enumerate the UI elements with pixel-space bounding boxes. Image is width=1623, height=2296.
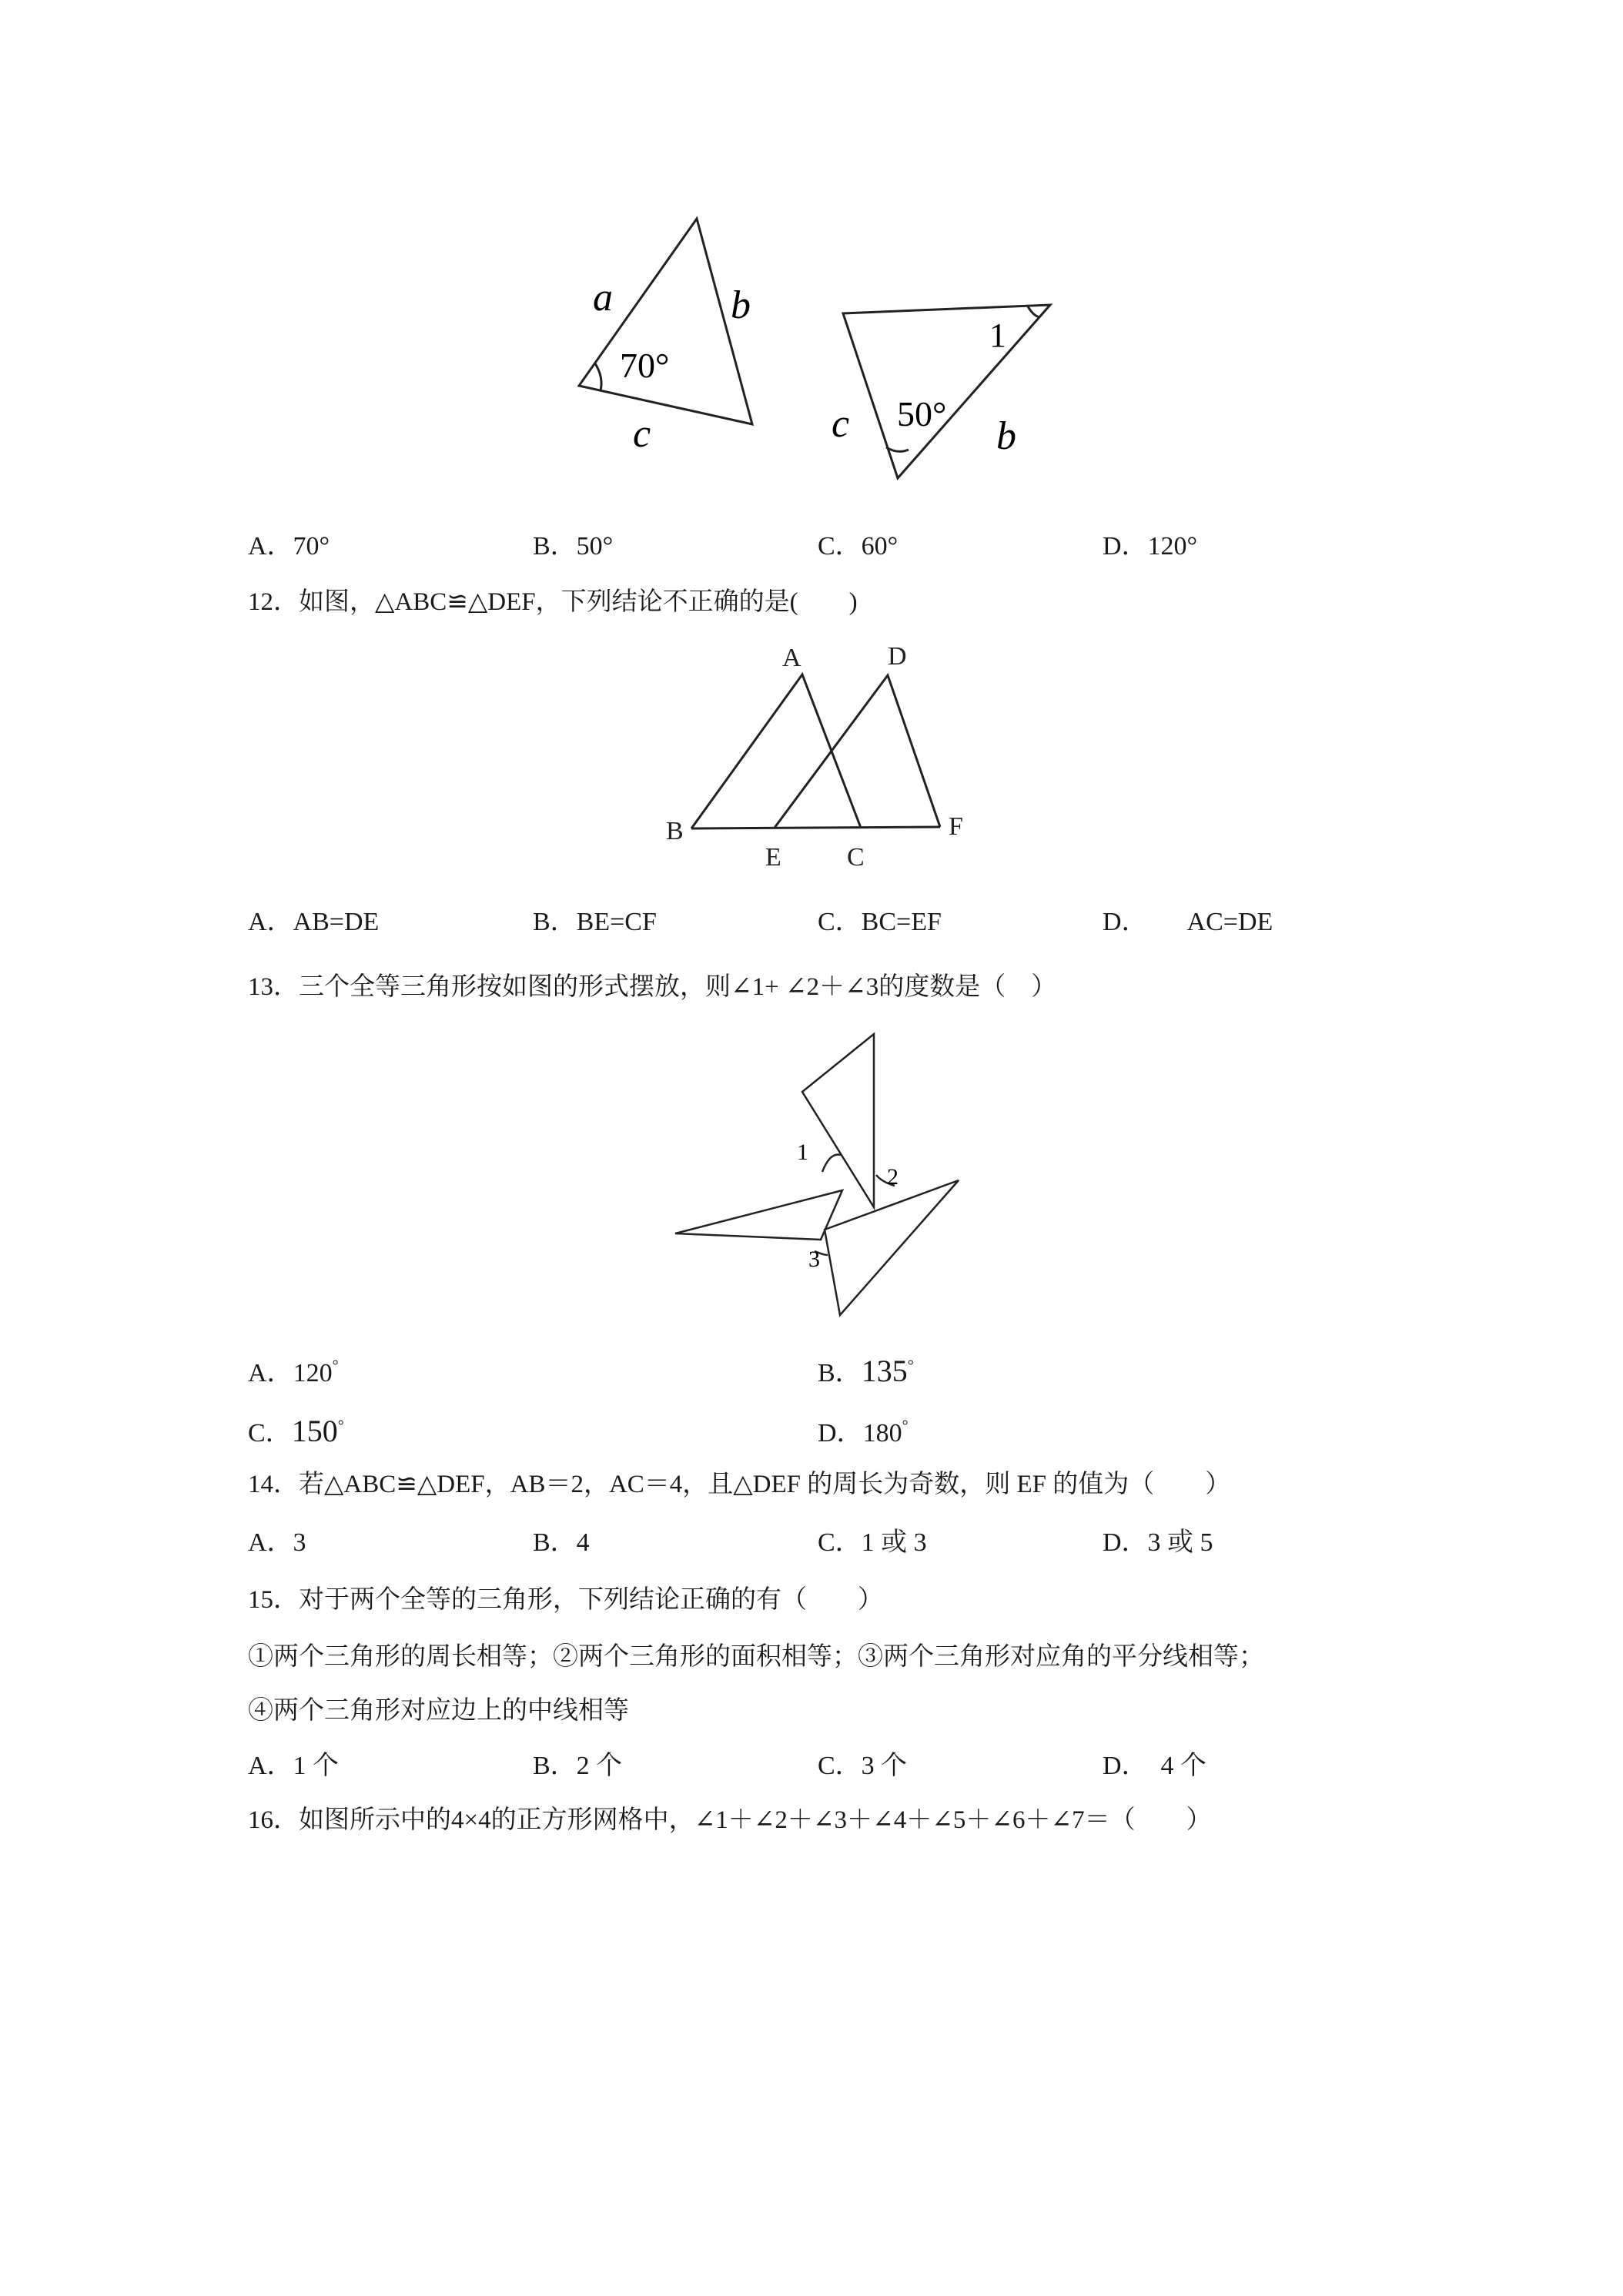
q11-label-c-right: c	[832, 402, 850, 446]
q12-figure	[654, 631, 978, 878]
q13-option-c-degree: °	[337, 1417, 344, 1434]
q14-option-a: A．3	[248, 1528, 306, 1557]
q11-label-b-right: b	[996, 414, 1016, 458]
q12-label-C: C	[847, 843, 865, 872]
q13-option-b-prefix: B．	[818, 1359, 862, 1387]
q14-option-b: B．4	[533, 1528, 590, 1557]
q15-statements-line-1: ①两个三角形的周长相等；②两个三角形的面积相等；③两个三角形对应角的平分线相等；	[248, 1643, 1264, 1671]
q12-base-line	[691, 827, 940, 828]
q15-option-c: C．3 个	[818, 1752, 908, 1780]
q14-option-c: C．1 或 3	[818, 1528, 927, 1557]
q11-angle-50: 50°	[897, 394, 947, 433]
q13-triangle-left	[675, 1190, 842, 1240]
q13-option-d-prefix: D．	[818, 1419, 863, 1448]
q13-option-d	[818, 1409, 909, 1451]
q11-option-a: A．70°	[248, 532, 330, 561]
q13-option-c-value: 150	[291, 1414, 338, 1448]
q12-label-B: B	[666, 817, 684, 845]
q11-option-b: B．50°	[533, 532, 614, 561]
q13-option-a-degree: °	[332, 1357, 339, 1374]
q13-option-c	[248, 1409, 344, 1451]
q13-option-b-degree: °	[907, 1357, 914, 1374]
q13-option-d-value: 180	[862, 1419, 902, 1448]
q11-option-c: C．60°	[818, 532, 899, 561]
q12-label-A: A	[782, 644, 801, 672]
q11-label-c: c	[633, 412, 651, 456]
q12-triangle-def	[775, 675, 940, 828]
q15-option-b: B．2 个	[533, 1752, 623, 1780]
q13-arc-1	[822, 1154, 841, 1172]
q12-label-F: F	[949, 812, 963, 841]
q13-triangle-right	[825, 1180, 959, 1315]
q11-figure	[539, 196, 1093, 497]
q12-label-E: E	[765, 843, 781, 872]
q16-stem: 16．如图所示中的4×4的正方形网格中，∠1＋∠2＋∠3＋∠4＋∠5＋∠6＋∠7＝（ ）	[248, 1806, 1212, 1834]
q12-option-c: C．BC=EF	[818, 908, 942, 936]
q15-option-d: D． 4 个	[1103, 1752, 1207, 1780]
q13-option-a-value: 120	[293, 1359, 333, 1387]
q12-option-d: D． AC=DE	[1103, 908, 1273, 936]
q15-stem: 15．对于两个全等的三角形，下列结论正确的有（ ）	[248, 1586, 883, 1614]
q13-angle-2: 2	[887, 1164, 899, 1190]
q13-stem: 13．三个全等三角形按如图的形式摆放，则∠1+ ∠2＋∠3的度数是（ ）	[248, 973, 1057, 1001]
q14-option-d: D．3 或 5	[1103, 1528, 1213, 1557]
q13-option-c-prefix: C．	[248, 1419, 292, 1448]
q13-figure	[662, 1024, 978, 1324]
q14-stem: 14．若△ABC≌△DEF，AB＝2，AC＝4，且△DEF 的周长为奇数，则 EF 的值为（ ）	[248, 1471, 1231, 1498]
q11-label-a: a	[593, 276, 613, 320]
q13-triangle-top	[802, 1034, 874, 1207]
q13-option-b-value: 135	[861, 1354, 908, 1388]
q15-statements-line-2: ④两个三角形对应边上的中线相等	[248, 1697, 629, 1725]
q15-option-a: A．1 个	[248, 1752, 340, 1780]
q12-label-D: D	[888, 642, 907, 671]
q11-left-triangle	[579, 219, 752, 424]
q12-option-b: B．BE=CF	[533, 908, 657, 936]
q13-option-d-degree: °	[902, 1417, 909, 1434]
q13-option-a-prefix: A．	[248, 1359, 293, 1387]
q13-option-b	[818, 1349, 914, 1391]
q12-triangle-abc	[691, 674, 861, 828]
q11-option-d: D．120°	[1103, 532, 1198, 561]
q13-angle-3: 3	[808, 1247, 820, 1272]
q11-angle-70: 70°	[620, 346, 670, 385]
q11-label-b: b	[731, 283, 751, 327]
q12-option-a: A．AB=DE	[248, 908, 380, 936]
q13-option-a	[248, 1349, 339, 1391]
q13-angle-1: 1	[797, 1140, 808, 1165]
q12-stem: 12．如图，△ABC≌△DEF，下列结论不正确的是( )	[248, 588, 858, 616]
q11-angle-1: 1	[989, 316, 1006, 354]
q11-right-triangle	[843, 305, 1050, 478]
